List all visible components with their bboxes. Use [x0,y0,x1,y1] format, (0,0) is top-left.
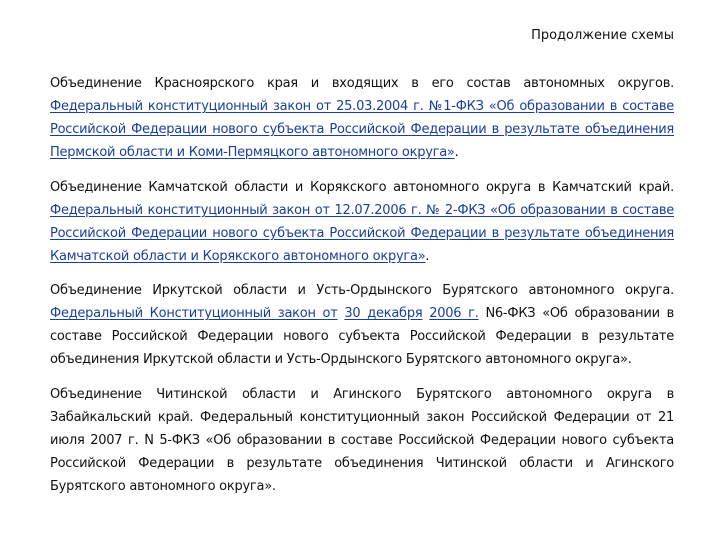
law-link-irkutsk[interactable]: Федеральный Конституционный закон от [50,306,338,321]
law-link-perm[interactable]: Федеральный конституционный закон от 25.03.2004 г. №1-ФКЗ «Об образовании в составе Российской Федерации нового субъекта Российской Федерации в результате объединения Пермской области и Коми-Пермяцкого автономного округа» [50,99,674,160]
year-link[interactable]: 2006 г. [429,306,479,321]
paragraph-intro: Объединение Камчатской области и Корякского автономного округа в Камчатский край. [50,180,674,195]
paragraph-chita [50,383,674,498]
paragraph-tail: . [425,249,430,264]
paragraph-irkutsk [50,279,674,371]
paragraph-krasnoyarsk [50,72,674,164]
paragraph-text: Объединение Читинской области и Агинского Бурятского автономного округа в Забайкальский край. Федеральный конституционный закон Российской Федерации от 21 июля 2007 г. N 5-ФКЗ «Об образовании в составе Российской Федерации нового субъекта Российской Федерации в результате объединения Читинской области и Агинского Бурятского автономного округа». [50,387,674,494]
date-link[interactable]: 30 декабря [344,306,423,321]
law-link-kamchatka[interactable]: Федеральный конституционный закон от 12.07.2006 г. № 2-ФКЗ «Об образовании в составе Российской Федерации нового субъекта Российской Федерации в результате объединения Камчатской области и Корякского автономного округа» [50,203,674,264]
paragraph-tail: . [454,145,459,160]
page-heading: Продолжение схемы [531,28,674,43]
paragraph-intro: Объединение Красноярского края и входящих в его состав автономных округов. [50,76,674,91]
paragraph-intro: Объединение Иркутской области и Усть-Ордынского Бурятского автономного округа. [50,283,674,298]
paragraph-rest: N6-ФКЗ «Об образовании в составе Российской Федерации нового субъекта Российской Федерации в результате объединения Иркутской области и Усть-Ордынского Бурятского автономного округа». [50,306,675,367]
paragraph-kamchatka [50,176,674,268]
document-page [50,0,674,540]
